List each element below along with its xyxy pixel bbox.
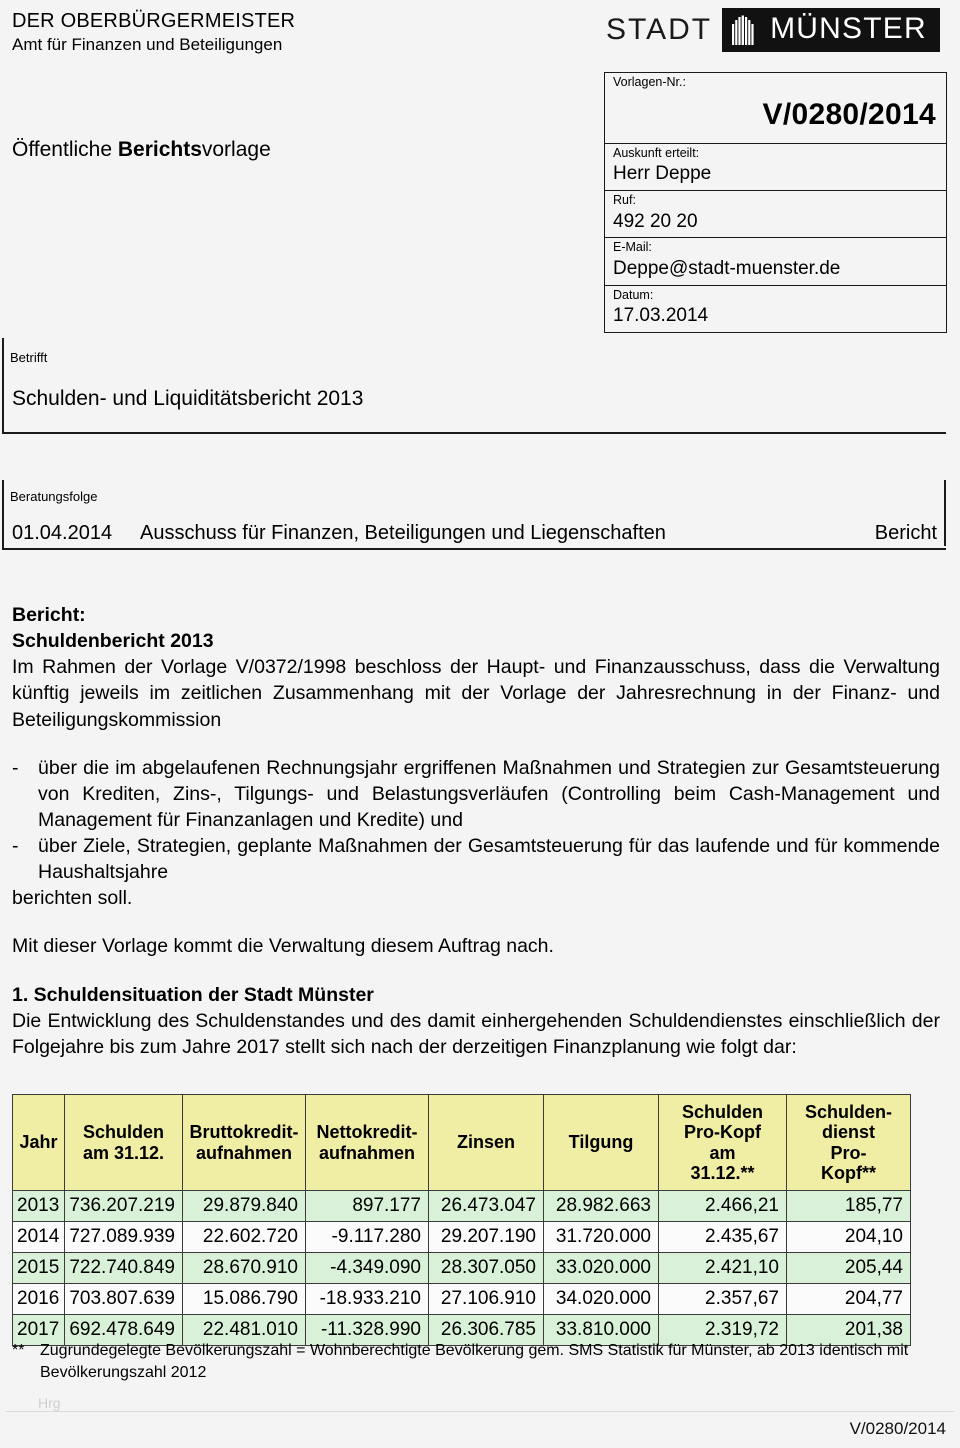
bullet-dash: - — [12, 756, 19, 779]
col-header-schulden: Schulden am 31.12. — [65, 1095, 183, 1191]
footer-document-id: V/0280/2014 — [849, 1419, 946, 1438]
section-1-paragraph: Die Entwicklung des Schuldenstandes und des damit einhergehenden Schuldendienstes einschließlich der Folgejahre bis zum Jahre 2017 stellt sich nach der derzeitigen Finanzplanung wie folgt dar: — [12, 1009, 940, 1058]
cell-schuldendienst-pro-kopf: 204,77 — [787, 1284, 911, 1315]
list-item — [12, 755, 940, 833]
email-label: E-Mail: — [613, 240, 652, 255]
cell-brutto: 22.481.010 — [183, 1315, 306, 1346]
cell-schuldendienst-pro-kopf: 205,44 — [787, 1253, 911, 1284]
letterhead — [12, 10, 572, 55]
cell-schuldendienst-pro-kopf: 201,38 — [787, 1315, 911, 1346]
table-header — [13, 1095, 911, 1191]
vorlagen-nr-label: Vorlagen-Nr.: — [613, 75, 686, 89]
cell-schulden-pro-kopf: 2.357,67 — [659, 1284, 787, 1315]
info-row-email — [605, 238, 946, 285]
cell-netto: -11.328.990 — [306, 1315, 429, 1346]
cell-schulden-pro-kopf: 2.435,67 — [659, 1222, 787, 1253]
col-header-schuldendienst-pro-kopf: Schulden- dienst Pro- Kopf** — [787, 1095, 911, 1191]
footer-divider — [6, 1411, 954, 1412]
cell-schulden-pro-kopf: 2.466,21 — [659, 1191, 787, 1222]
section-1-title: 1. Schuldensituation der Stadt Münster — [12, 983, 374, 1006]
cell-tilgung: 33.020.000 — [544, 1253, 659, 1284]
list-item — [12, 833, 940, 885]
beratungsfolge-date: 01.04.2014 — [12, 522, 113, 544]
draft-watermark: Hrg — [38, 1395, 61, 1411]
table-body — [13, 1191, 911, 1346]
beratungsfolge-right-rule — [944, 480, 946, 546]
authority-title: DER OBERBÜRGERMEISTER — [12, 10, 296, 32]
col-header-nettokreditaufnahmen: Nettokredit- aufnahmen — [306, 1095, 429, 1191]
department-name: Amt für Finanzen und Beteiligungen — [12, 34, 283, 54]
beratungsfolge-label: Beratungsfolge — [10, 489, 98, 504]
cell-jahr: 2014 — [13, 1222, 65, 1253]
tower-building-icon — [730, 15, 760, 45]
footnote-mark: ** — [12, 1342, 25, 1359]
intro-paragraph: Im Rahmen der Vorlage V/0372/1998 beschloss der Haupt- und Finanzausschuss, dass die Verwaltung künftig jeweils im zeitlichen Zusammenhang mit der Vorlage der Jahresrechnung in der Finanz- und Beteiligungskommission — [12, 656, 940, 731]
info-row-auskunft — [605, 144, 946, 191]
table-row — [13, 1222, 911, 1253]
beratungsfolge-row — [12, 522, 937, 545]
col-header-zinsen: Zinsen — [429, 1095, 544, 1191]
cell-schulden-pro-kopf: 2.319,72 — [659, 1315, 787, 1346]
cell-tilgung: 33.810.000 — [544, 1315, 659, 1346]
cell-schuldendienst-pro-kopf: 204,10 — [787, 1222, 911, 1253]
bullet-text: über die im abgelaufenen Rechnungsjahr ergriffenen Maßnahmen und Strategien zur Gesamtsteuerung von Krediten, Zins-, Tilgungs- und Belastungsverläufen (Controlling beim Cash-Management und Management für Finanzanlagen und Kredite) und — [38, 756, 940, 831]
vorlage-type-bold: Berichts — [117, 138, 202, 161]
cell-brutto: 28.670.910 — [183, 1253, 306, 1284]
bericht-label: Bericht: — [12, 604, 86, 626]
ruf-value: 492 20 20 — [613, 210, 698, 232]
cell-schulden: 727.089.939 — [65, 1222, 183, 1253]
cell-brutto: 29.879.840 — [183, 1191, 306, 1222]
vorlage-type-suffix: vorlage — [201, 138, 271, 161]
email-value: Deppe@stadt-muenster.de — [613, 257, 841, 279]
beratungsfolge-kind: Bericht — [874, 522, 937, 544]
cell-netto: -4.349.090 — [306, 1253, 429, 1284]
cell-schulden: 703.807.639 — [65, 1284, 183, 1315]
cell-schulden: 692.478.649 — [65, 1315, 183, 1346]
table-row — [13, 1253, 911, 1284]
vorlagen-nr-value: V/0280/2014 — [762, 97, 936, 131]
cell-jahr: 2017 — [13, 1315, 65, 1346]
vorlage-type-prefix: Öffentliche — [12, 138, 118, 161]
cell-zinsen: 26.473.047 — [429, 1191, 544, 1222]
bullet-dash: - — [12, 835, 19, 857]
report-title: Schuldenbericht 2013 — [12, 630, 214, 653]
cell-tilgung: 28.982.663 — [544, 1191, 659, 1222]
cell-zinsen: 28.307.050 — [429, 1253, 544, 1284]
betrifft-label: Betrifft — [10, 350, 48, 365]
compliance-paragraph: Mit dieser Vorlage kommt die Verwaltung diesem Auftrag nach. — [12, 935, 554, 958]
cell-zinsen: 27.106.910 — [429, 1284, 544, 1315]
cell-schulden: 722.740.849 — [65, 1253, 183, 1284]
table-header-row — [13, 1095, 911, 1191]
col-header-jahr: Jahr — [13, 1095, 65, 1191]
cell-jahr: 2013 — [13, 1191, 65, 1222]
info-row-ruf — [605, 191, 946, 238]
table-footnote — [12, 1340, 940, 1383]
cell-netto: -9.117.280 — [306, 1222, 429, 1253]
cell-zinsen: 29.207.190 — [429, 1222, 544, 1253]
city-logo — [598, 8, 940, 52]
cell-jahr: 2016 — [13, 1284, 65, 1315]
footnote-text: Zugrundegelegte Bevölkerungszahl = Wohnberechtigte Bevölkerung gem. SMS Statistik für Münster, ab 2013 identisch mit Bevölkerungszahl 2012 — [40, 1342, 909, 1381]
cell-jahr: 2015 — [13, 1253, 65, 1284]
vorlage-type — [12, 138, 271, 162]
table-row — [13, 1284, 911, 1315]
ruf-label: Ruf: — [613, 192, 636, 207]
table-row — [13, 1191, 911, 1222]
beratungsfolge-committee: Ausschuss für Finanzen, Beteiligungen und Liegenschaften — [140, 522, 666, 544]
info-row-vorlagen-nr — [605, 73, 946, 144]
cell-brutto: 15.086.790 — [183, 1284, 306, 1315]
logo-stadt-text: STADT — [598, 8, 722, 52]
cell-netto: -18.933.210 — [306, 1284, 429, 1315]
datum-value: 17.03.2014 — [613, 305, 709, 327]
auskunft-label: Auskunft erteilt: — [613, 145, 700, 160]
cell-schulden-pro-kopf: 2.421,10 — [659, 1253, 787, 1284]
info-row-datum — [605, 286, 946, 332]
cell-schulden: 736.207.219 — [65, 1191, 183, 1222]
document-info-box — [604, 72, 947, 333]
datum-label: Datum: — [613, 287, 654, 302]
debt-table-container — [12, 1094, 910, 1346]
cell-netto: 897.177 — [306, 1191, 429, 1222]
col-header-schulden-pro-kopf: Schulden Pro-Kopf am 31.12.** — [659, 1095, 787, 1191]
report-body — [12, 602, 940, 1060]
cell-brutto: 22.602.720 — [183, 1222, 306, 1253]
cell-tilgung: 31.720.000 — [544, 1222, 659, 1253]
col-header-tilgung: Tilgung — [544, 1095, 659, 1191]
requirements-list — [12, 755, 940, 886]
bullet-text: über Ziele, Strategien, geplante Maßnahmen der Gesamtsteuerung für das laufende und für kommende Haushaltsjahre — [38, 835, 940, 884]
cell-tilgung: 34.020.000 — [544, 1284, 659, 1315]
betrifft-value: Schulden- und Liquiditätsbericht 2013 — [12, 387, 364, 410]
betrifft-box — [2, 338, 946, 434]
cell-zinsen: 26.306.785 — [429, 1315, 544, 1346]
bullets-closing: berichten soll. — [12, 887, 133, 910]
debt-situation-table — [12, 1094, 911, 1346]
auskunft-value: Herr Deppe — [613, 163, 712, 185]
cell-schuldendienst-pro-kopf: 185,77 — [787, 1191, 911, 1222]
logo-city-name: MÜNSTER — [770, 12, 927, 45]
logo-badge — [722, 8, 940, 52]
col-header-bruttokreditaufnahmen: Bruttokredit- aufnahmen — [183, 1095, 306, 1191]
